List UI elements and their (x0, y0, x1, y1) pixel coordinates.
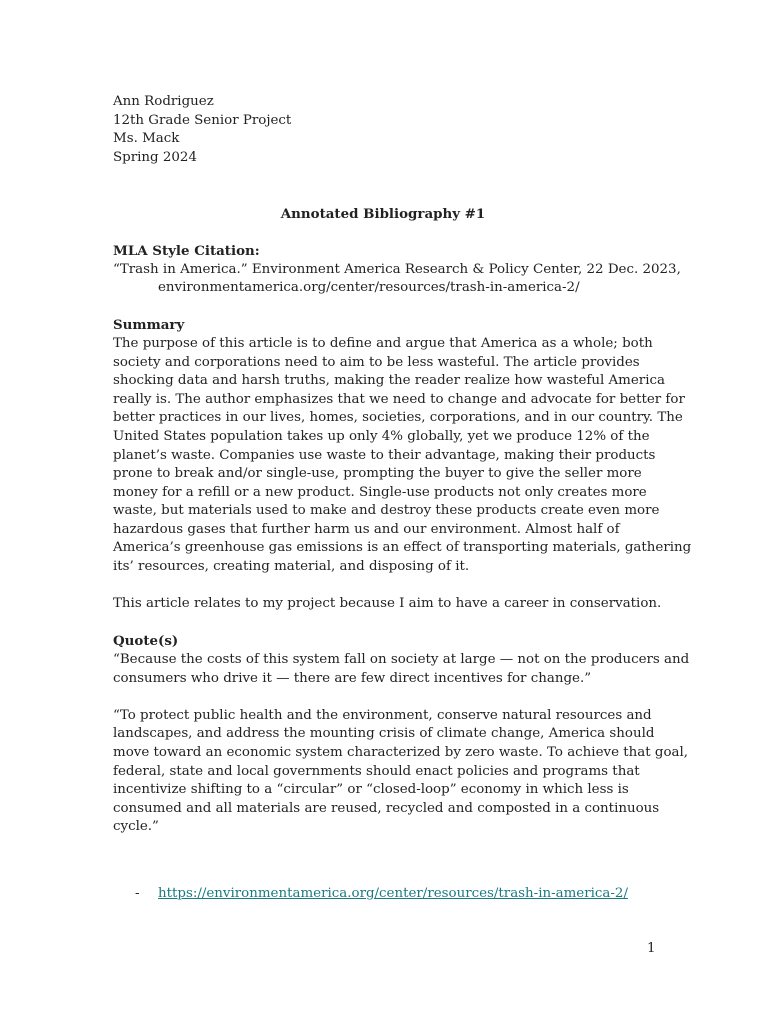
quote-2-line: federal, state and local governments should enact policies and programs that (113, 763, 640, 779)
citation-label: MLA Style Citation: (113, 242, 260, 259)
citation-line-2: environmentamerica.org/center/resources/trash-in-america-2/ (158, 280, 580, 296)
quote-2-line: consumed and all materials are reused, recycled and composted in a continuous (113, 800, 660, 816)
quotes-label: Quote(s) (113, 633, 179, 650)
source-link-item (135, 885, 628, 904)
summary-line: better practices in our lives, homes, societies, corporations, and in our country. The (113, 410, 683, 426)
student-header (113, 93, 653, 167)
citation-line-1: “Trash in America.” Environment America Research & Policy Center, 22 Dec. 2023, (113, 261, 681, 277)
document-title: Annotated Bibliography #1 (280, 206, 486, 223)
summary-line: hazardous gases that further harm us and our environment. Almost half of (113, 521, 620, 537)
summary-line: prone to break and/or single-use, prompting the buyer to give the seller more (113, 466, 642, 482)
student-name: Ann Rodriguez (113, 94, 214, 109)
quotes-section (113, 632, 690, 837)
summary-line: really is. The author emphasizes that we need to change and advocate for better for (113, 391, 685, 407)
summary-line: The purpose of this article is to define and argue that America as a whole; both (113, 335, 653, 351)
quote-2-line: move toward an economic system characterized by zero waste. To achieve that goal, (113, 745, 689, 760)
summary-section (113, 316, 692, 614)
summary-line: shocking data and harsh truths, making the reader realize how wasteful America (113, 373, 665, 389)
summary-relation: This article relates to my project because I aim to have a career in conservation. (113, 596, 662, 612)
summary-line: waste, but materials used to make and destroy these products create even more (113, 503, 660, 519)
summary-line: society and corporations need to aim to be less wasteful. The article provides (113, 354, 640, 370)
source-url-link[interactable]: https://environmentamerica.org/center/resources/trash-in-america-2/ (158, 886, 628, 901)
document-page (113, 93, 692, 837)
page-number: 1 (647, 941, 656, 956)
summary-line: its’ resources, creating material, and disposing of it. (113, 559, 470, 575)
quote-2-line: cycle.” (113, 819, 159, 835)
summary-line: America’s greenhouse gas emissions is an effect of transporting materials, gathering (113, 540, 692, 556)
teacher-name: Ms. Mack (113, 131, 180, 147)
list-bullet: - (135, 886, 140, 901)
quote-2-line: landscapes, and address the mounting crisis of climate change, America should (113, 726, 655, 742)
quote-1-line: “Because the costs of this system fall on society at large — not on the producers and (113, 652, 690, 668)
summary-line: planet’s waste. Companies use waste to their advantage, making their products (113, 447, 656, 463)
summary-label: Summary (113, 317, 185, 334)
summary-line: United States population takes up only 4% globally, yet we produce 12% of the (113, 428, 650, 444)
quote-2-line: “To protect public health and the environment, conserve natural resources and (113, 707, 652, 723)
citation-section (113, 242, 681, 298)
term: Spring 2024 (113, 149, 197, 165)
course-name: 12th Grade Senior Project (113, 112, 292, 128)
summary-line: money for a refill or a new product. Single-use products not only creates more (113, 484, 647, 500)
quote-2-line: incentivize shifting to a “circular” or “closed-loop” economy in which less is (113, 782, 629, 798)
quote-1-line: consumers who drive it — there are few direct incentives for change.” (113, 670, 592, 686)
